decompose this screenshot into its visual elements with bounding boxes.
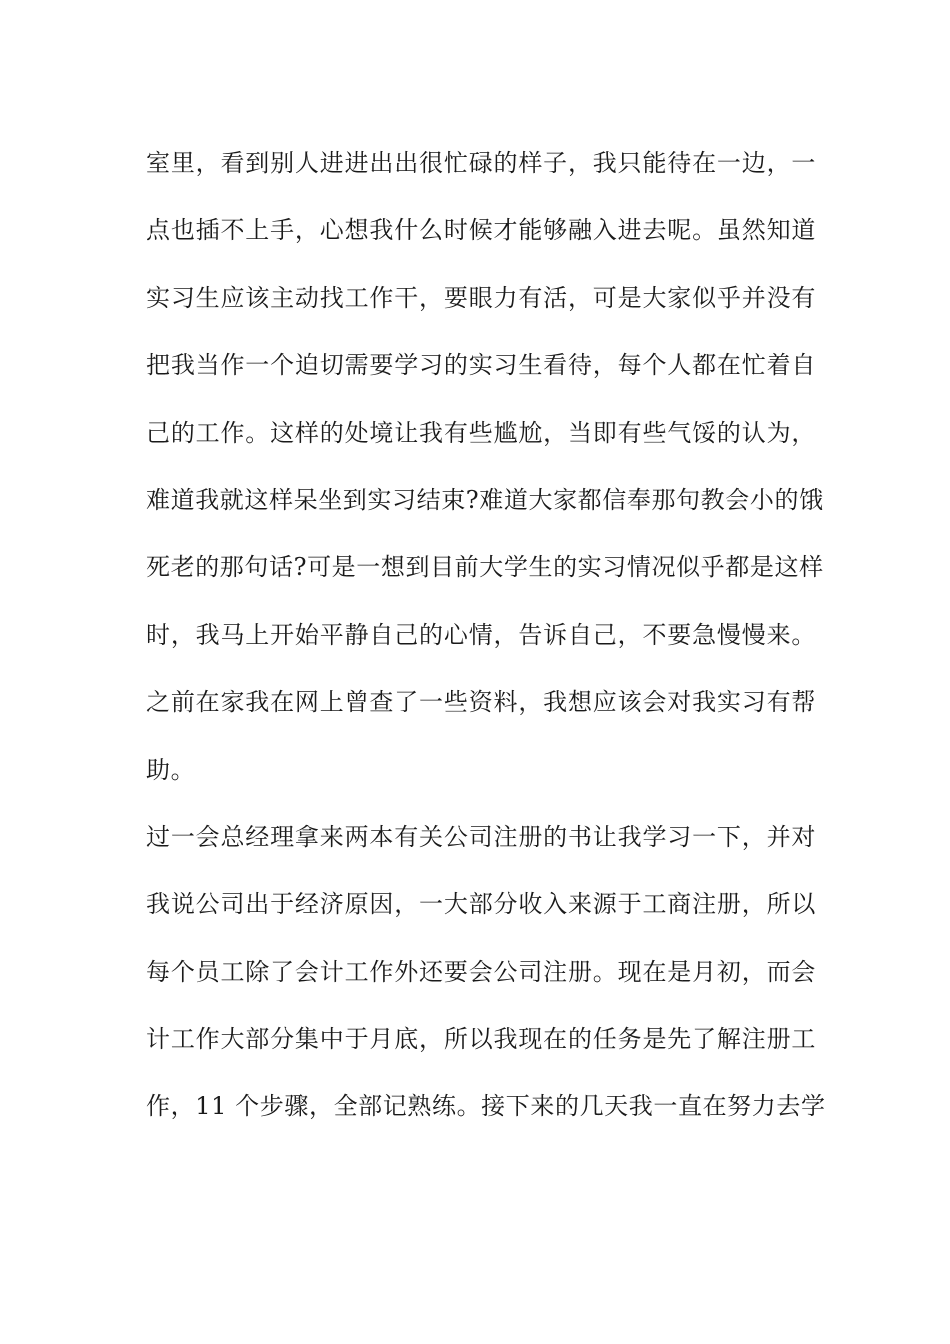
text-line: 己的工作。这样的处境让我有些尴尬，当即有些气馁的认为， <box>146 418 816 447</box>
text-line: 实习生应该主动找工作干，要眼力有活，可是大家似乎并没有 <box>146 283 816 312</box>
text-line: 死老的那句话?可是一想到目前大学生的实习情况似乎都是这样 <box>146 553 824 582</box>
text-line: 之前在家我在网上曾查了一些资料，我想应该会对我实习有帮 <box>146 688 816 717</box>
text-line: 作，11 个步骤，全部记熟练。接下来的几天我一直在努力去学 <box>146 1092 826 1121</box>
text-line: 难道我就这样呆坐到实习结束?难道大家都信奉那句教会小的饿 <box>146 485 824 514</box>
document-body <box>146 130 826 1141</box>
text-line: 点也插不上手，心想我什么时候才能够融入进去呢。虽然知道 <box>146 216 816 245</box>
text-line: 计工作大部分集中于月底，所以我现在的任务是先了解注册工 <box>146 1025 816 1054</box>
text-line: 把我当作一个迫切需要学习的实习生看待，每个人都在忙着自 <box>146 351 816 380</box>
paragraph-2 <box>146 804 826 1141</box>
text-line: 我说公司出于经济原因，一大部分收入来源于工商注册，所以 <box>146 890 816 919</box>
text-line: 助。 <box>146 755 196 784</box>
text-line: 时，我马上开始平静自己的心情，告诉自己，不要急慢慢来。 <box>146 620 816 649</box>
text-line: 室里，看到别人进进出出很忙碌的样子，我只能待在一边，一 <box>146 149 816 177</box>
text-line: 过一会总经理拿来两本有关公司注册的书让我学习一下，并对 <box>146 822 816 851</box>
text-line: 每个员工除了会计工作外还要会公司注册。现在是月初，而会 <box>146 957 816 986</box>
paragraph-1 <box>146 130 824 804</box>
